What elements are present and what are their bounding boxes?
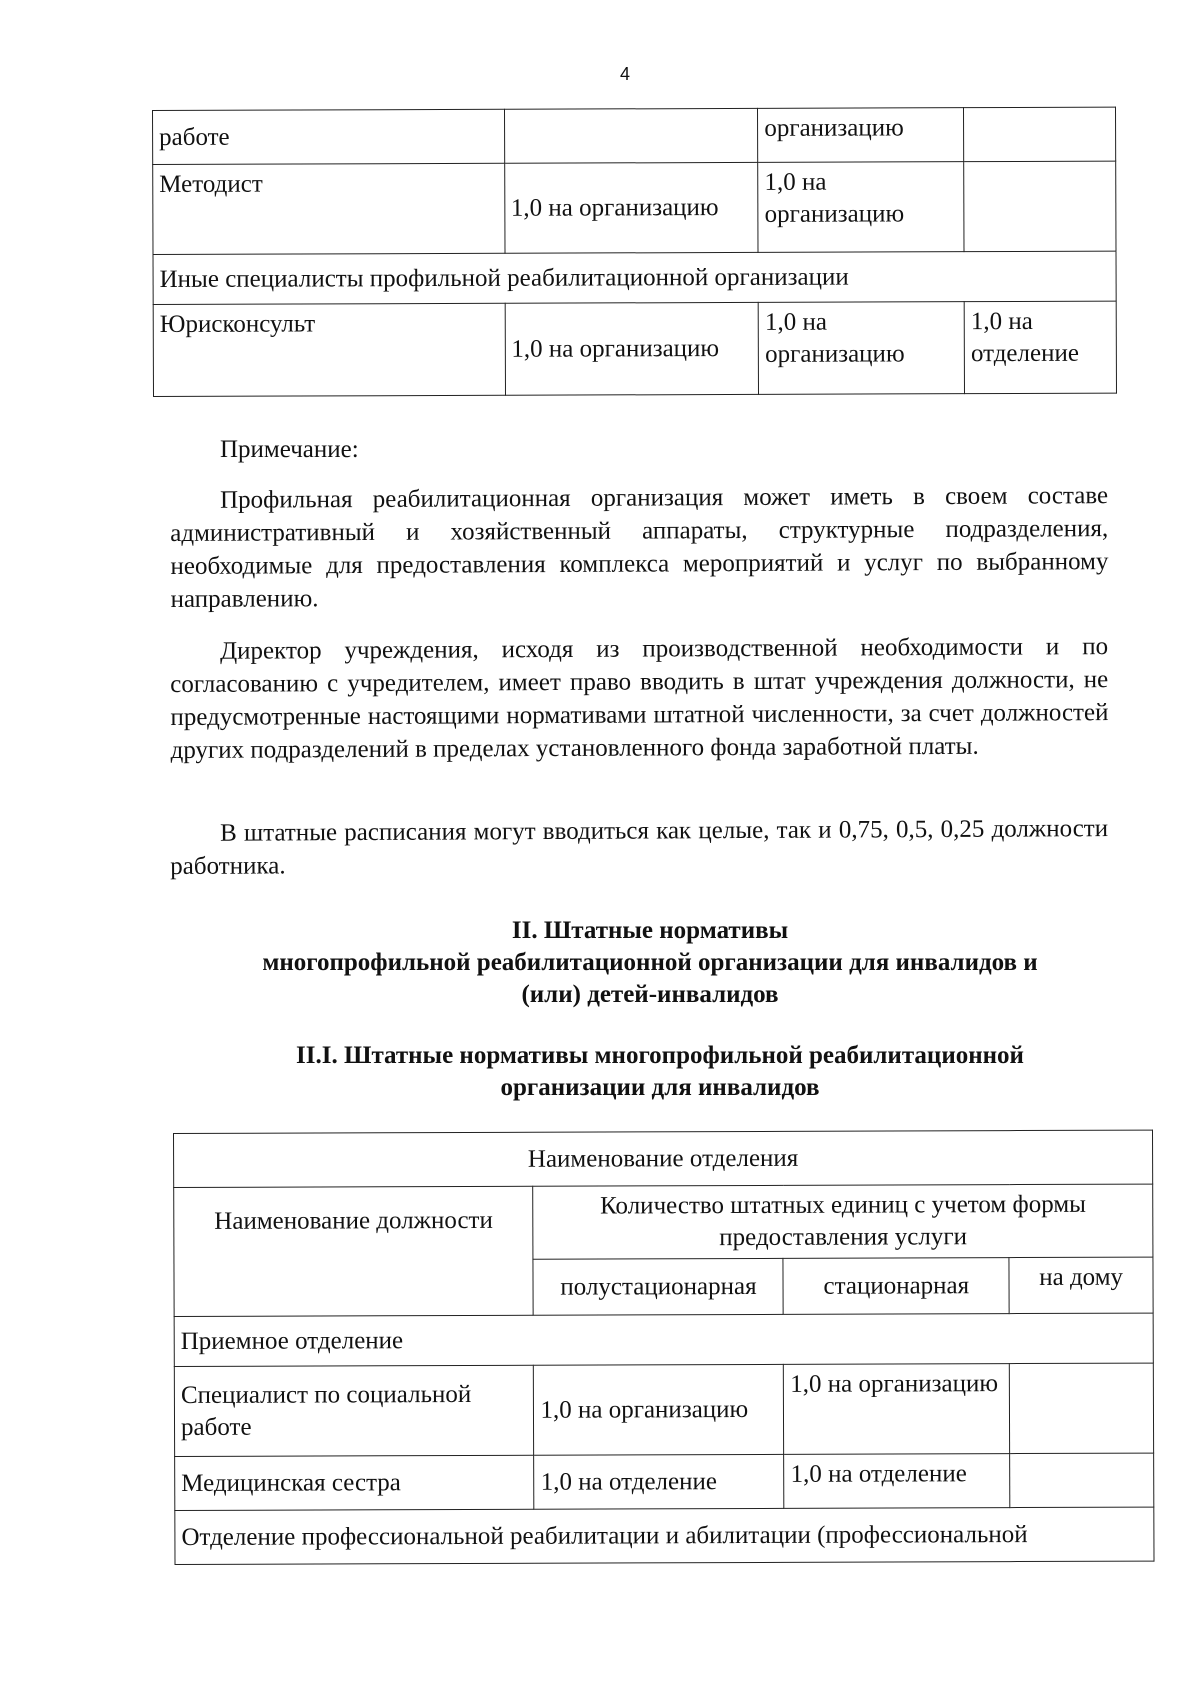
section-row (174, 1313, 1153, 1366)
home-value (964, 107, 1116, 162)
section-row (153, 251, 1116, 304)
header-row (174, 1130, 1153, 1187)
page-number: 4 (619, 64, 630, 84)
note-paragraph: Профильная реабилитационная организация может иметь в своем составе административный и хозяйственный аппараты, структурные подразделения, необходимые для предоставления комплекса мероприятий и услуг по выбранному направлению. (170, 482, 1109, 613)
staffing-table (173, 1130, 1155, 1565)
stationary-value: 1,0 на организацию (784, 1364, 1010, 1455)
section-row (175, 1507, 1154, 1564)
semistationary-value: 1,0 на организацию (504, 162, 758, 253)
table-row (153, 161, 1116, 254)
table-row (153, 301, 1116, 396)
stationary-value: 1,0 на организацию (758, 302, 964, 395)
staff-count-header: Количество штатных единиц с учетом формы предоставления услуги (533, 1184, 1153, 1259)
section-title: Иные специалисты профильной реабилитационной организации (153, 251, 1116, 304)
section-title: Отделение профессиональной реабилитации и абилитации (профессиональной (175, 1507, 1154, 1564)
position-name: работе (153, 109, 505, 164)
stationary-header: стационарная (783, 1258, 1009, 1315)
section-title: Приемное отделение (174, 1313, 1153, 1366)
semistationary-value: 1,0 на отделение (534, 1454, 784, 1509)
header-row (174, 1184, 1153, 1260)
department-name-header: Наименование отделения (174, 1130, 1153, 1187)
home-value (1009, 1363, 1153, 1454)
stationary-value: 1,0 на отделение (784, 1454, 1010, 1509)
table-row (175, 1453, 1154, 1510)
position-name: Медицинская сестра (175, 1455, 535, 1510)
table-row (174, 1363, 1153, 1456)
semistationary-value: 1,0 на организацию (505, 302, 759, 395)
table-row (153, 107, 1116, 164)
note-paragraph: В штатные расписания могут вводиться как целые, так и 0,75, 0,5, 0,25 должности работника. (170, 815, 1109, 880)
section-heading: II. Штатные нормативы многопрофильной реабилитационной организации для инвалидов и (или) детей-инвалидов (262, 917, 1038, 1008)
position-name: Методист (153, 163, 505, 254)
stationary-value: организацию (758, 108, 964, 163)
semistationary-value (504, 108, 758, 163)
home-value (1010, 1453, 1154, 1508)
position-name-header: Наименование должности (174, 1186, 534, 1316)
semistationary-value: 1,0 на организацию (534, 1364, 784, 1455)
home-header: на дому (1009, 1257, 1153, 1314)
position-name: Специалист по социальной работе (174, 1365, 534, 1456)
staffing-table-continued (152, 107, 1117, 397)
note-title: Примечание: (220, 436, 359, 463)
note-paragraph: Директор учреждения, исходя из производственной необходимости и по согласованию с учредителем, имеет право вводить в штат учреждения должности, не предусмотренные настоящими нормативами штатной численности, за счет должностей других подразделений в пределах установленного фонда заработной платы. (170, 633, 1109, 764)
stationary-value: 1,0 на организацию (758, 162, 964, 253)
semistationary-header: полустационарная (533, 1258, 783, 1315)
home-value (964, 161, 1116, 252)
position-name: Юрисконсульт (153, 303, 505, 396)
subsection-heading: II.I. Штатные нормативы многопрофильной реабилитационной организации для инвалидов (296, 1042, 1024, 1101)
home-value: 1,0 на отделение (964, 301, 1116, 394)
